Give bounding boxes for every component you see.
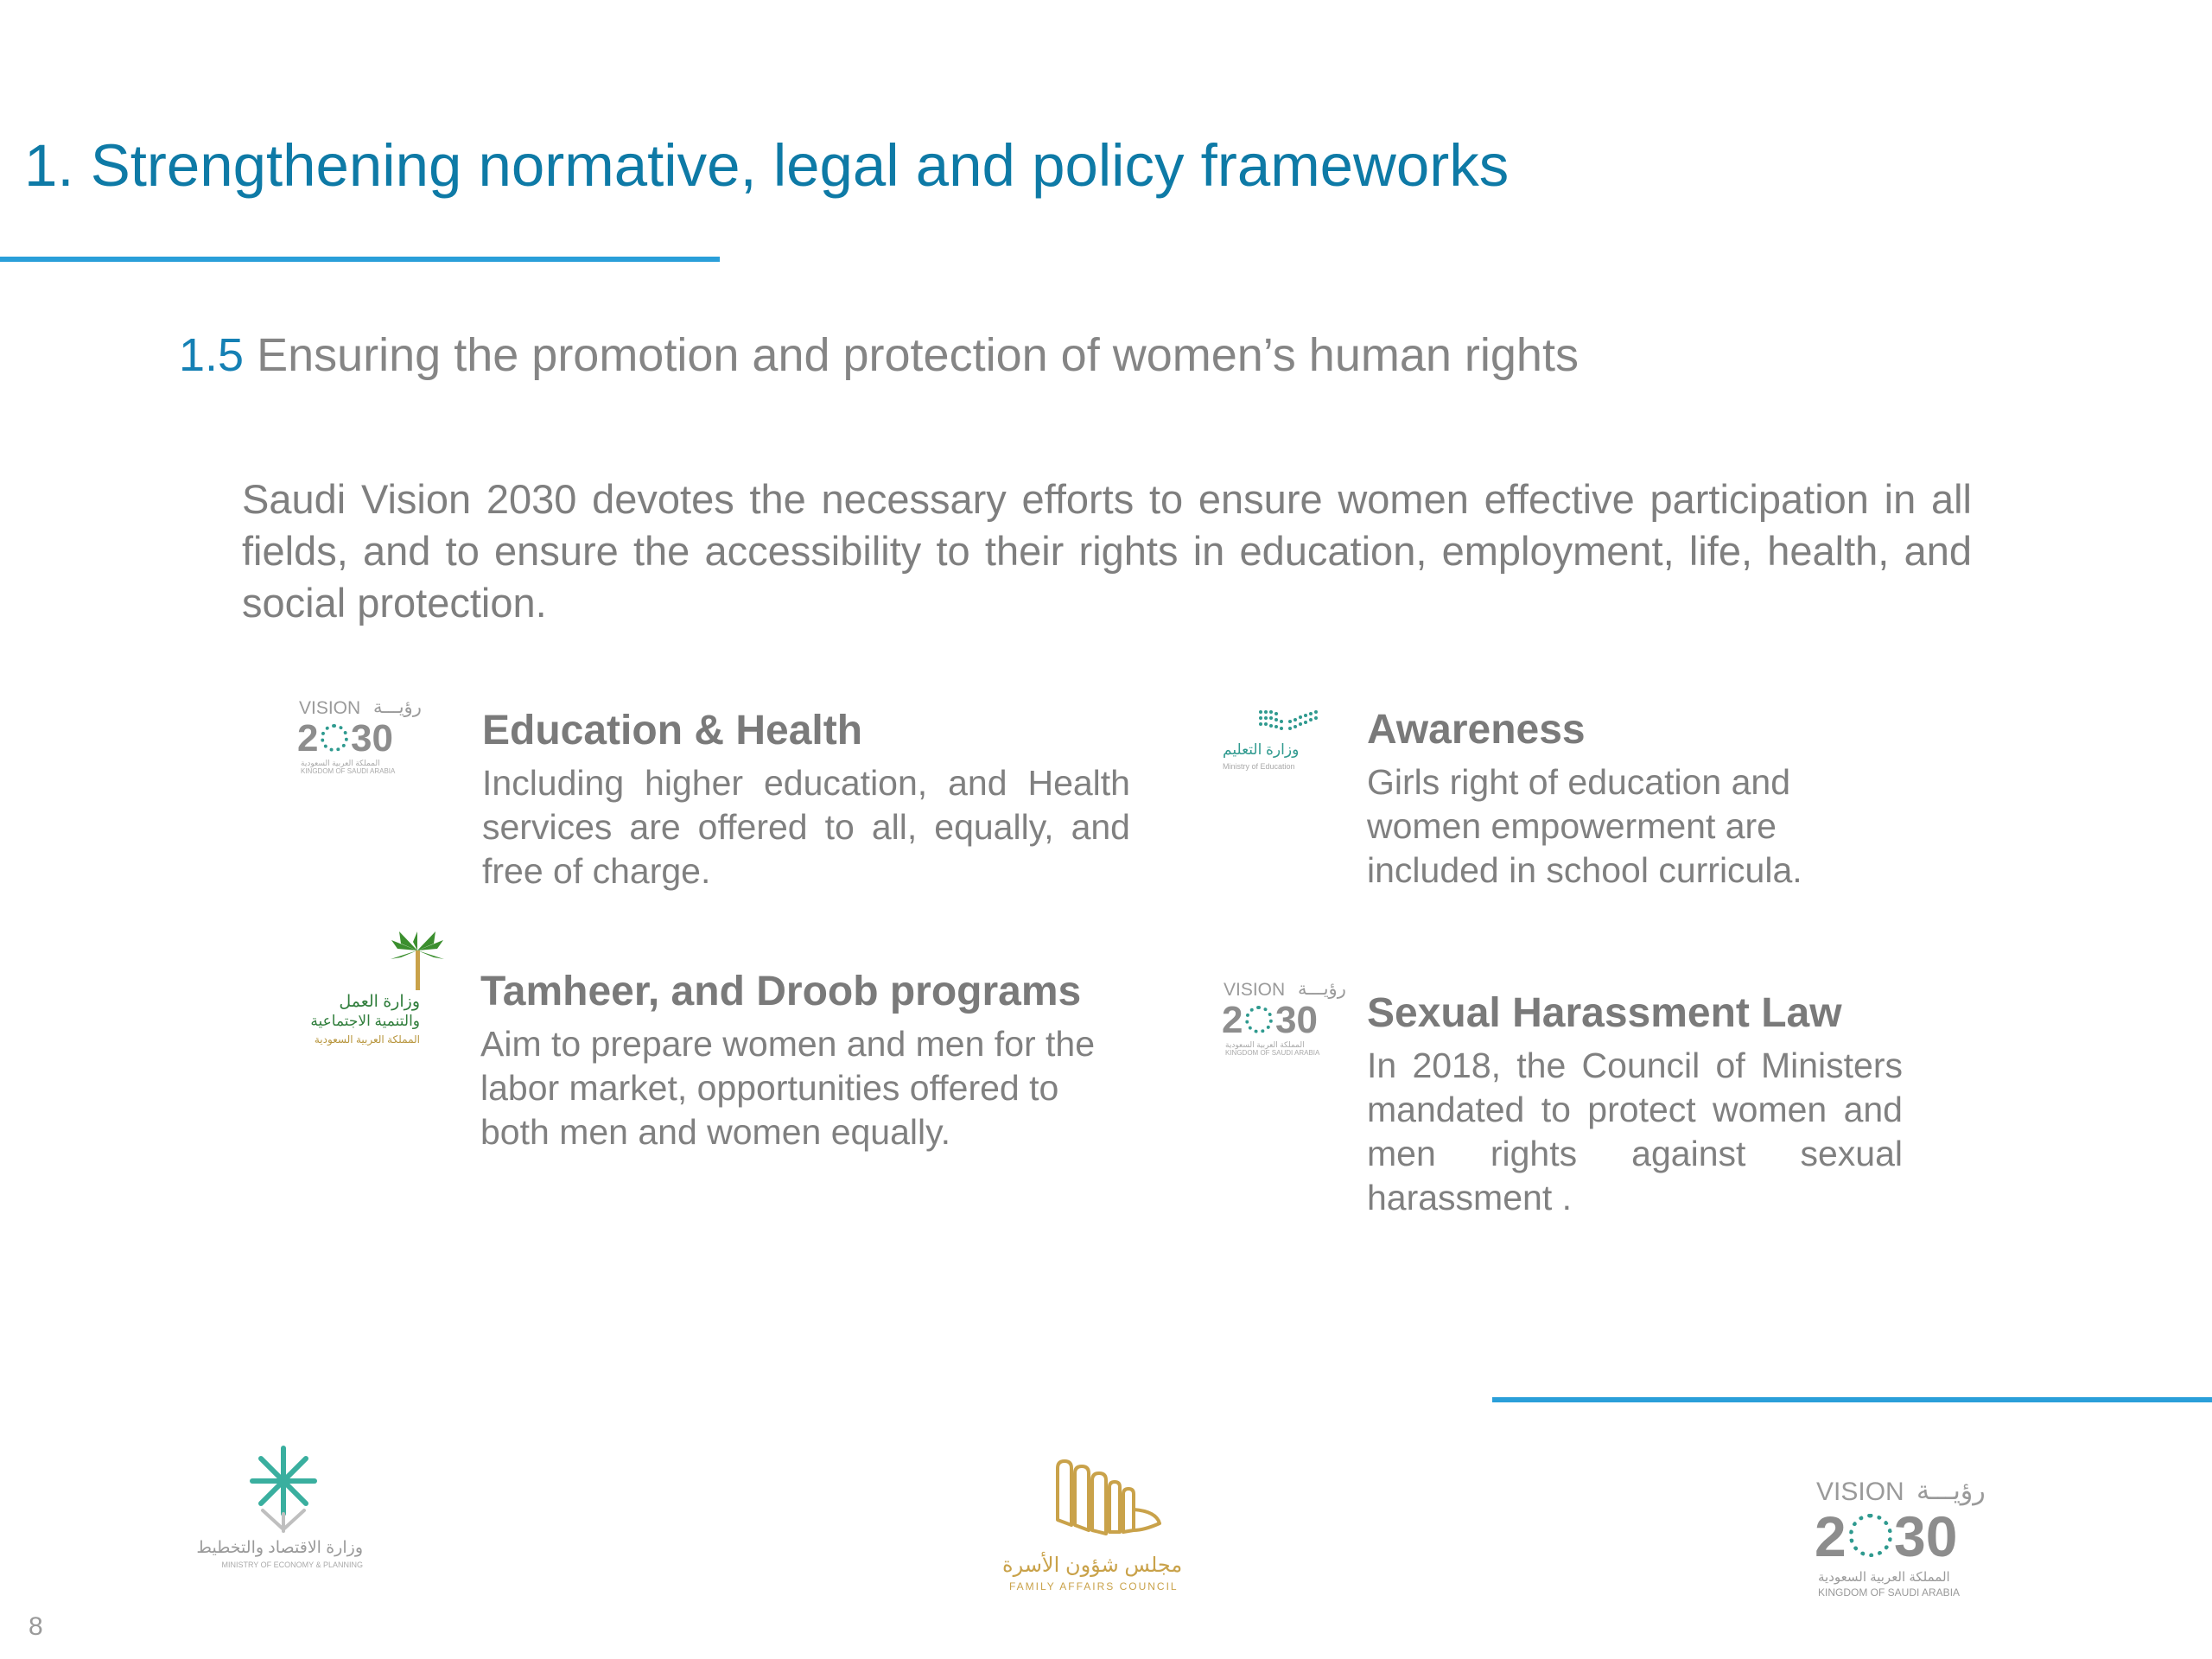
economy-name-ar: وزارة الاقتصاد والتخطيط — [196, 1539, 363, 1557]
card-heading: Awareness — [1367, 707, 1586, 753]
card-body: Aim to prepare women and men for the labor market, opportunities offered to both men and women equally. — [480, 1024, 1096, 1152]
education-name-ar: وزارة التعليم — [1223, 741, 1300, 758]
card-awareness — [1367, 706, 1851, 893]
vision-num-right: 30 — [351, 717, 393, 760]
vision-label-en: VISION — [299, 698, 361, 718]
vision-sub-en: KINGDOM OF SAUDI ARABIA — [1225, 1049, 1320, 1057]
page-number: 8 — [29, 1612, 43, 1641]
card-body: In 2018, the Council of Ministers mandated to protect women and men rights against sexual harassment . — [1367, 1046, 1903, 1217]
vision-label-ar: رؤيـــة — [1916, 1477, 1986, 1505]
economy-name-en: MINISTRY OF ECONOMY & PLANNING — [221, 1560, 363, 1569]
vision-zero-dot-icon — [1849, 1514, 1892, 1557]
economy-emblem-icon — [240, 1441, 327, 1536]
vision-num-left: 2 — [1222, 999, 1243, 1041]
vision-2030-logo-large — [1815, 1478, 1987, 1599]
vision-label-en: VISION — [1816, 1478, 1904, 1506]
ministry-labor-logo — [294, 931, 432, 1052]
family-name-en: FAMILY AFFAIRS COUNCIL — [1009, 1580, 1179, 1592]
education-name-en: Ministry of Education — [1223, 762, 1295, 771]
labor-line2: والتنمية الاجتماعية — [310, 1013, 420, 1029]
vision-label-ar: رؤيـــة — [1298, 979, 1346, 999]
palm-tree-icon — [387, 931, 448, 992]
vision-zero-dot-icon — [1245, 1006, 1273, 1033]
family-figures-icon — [1049, 1456, 1170, 1542]
ministry-education-logo — [1223, 707, 1352, 776]
labor-line1: وزارة العمل — [339, 993, 420, 1011]
family-affairs-council-logo — [1002, 1456, 1210, 1594]
vision-num-right: 30 — [1275, 999, 1318, 1041]
vision-2030-logo-small — [297, 698, 423, 776]
card-body: Including higher education, and Health services are offered to all, equally, and free of charge. — [482, 763, 1130, 891]
vision-2030-logo-small — [1222, 980, 1348, 1058]
section-subtitle-text: Ensuring the promotion and protection of women’s human rights — [244, 329, 1579, 381]
card-education-health — [482, 707, 1130, 893]
title-underline — [0, 257, 720, 262]
intro-paragraph: Saudi Vision 2030 devotes the necessary efforts to ensure women effective participation in all fields, and to ensure the accessibility to their rights in education, employment, life, health, and social protection. — [242, 476, 1972, 626]
vision-sub-ar: المملكة العربية السعودية — [301, 759, 380, 767]
family-name-ar: مجلس شؤون الأسرة — [1002, 1554, 1183, 1577]
card-sexual-harassment-law — [1367, 989, 1903, 1220]
vision-num-right: 30 — [1894, 1504, 1958, 1568]
vision-label-en: VISION — [1224, 980, 1286, 1000]
ministry-economy-logo — [197, 1441, 370, 1571]
card-heading: Sexual Harassment Law — [1367, 990, 1842, 1036]
card-tamheer-droob — [480, 968, 1137, 1154]
slide-title: 1. Strengthening normative, legal and policy frameworks — [24, 132, 1510, 199]
education-book-icon — [1223, 707, 1352, 738]
vision-sub-en: KINGDOM OF SAUDI ARABIA — [301, 767, 396, 775]
card-heading: Tamheer, and Droob programs — [480, 969, 1082, 1014]
vision-num-left: 2 — [1815, 1504, 1847, 1568]
section-number: 1.5 — [179, 329, 245, 381]
vision-num-left: 2 — [297, 717, 319, 760]
labor-line3: المملكة العربية السعودية — [314, 1033, 420, 1046]
vision-zero-dot-icon — [321, 724, 348, 752]
card-body: Girls right of education and women empowerment are included in school curricula. — [1367, 762, 1802, 890]
footer-rule — [1492, 1397, 2212, 1402]
card-heading: Education & Health — [482, 708, 863, 753]
vision-label-ar: رؤيـــة — [373, 697, 422, 717]
vision-sub-en: KINGDOM OF SAUDI ARABIA — [1818, 1586, 1961, 1599]
vision-sub-ar: المملكة العربية السعودية — [1818, 1570, 1950, 1585]
vision-sub-ar: المملكة العربية السعودية — [1225, 1040, 1305, 1049]
section-subtitle — [179, 328, 1579, 382]
